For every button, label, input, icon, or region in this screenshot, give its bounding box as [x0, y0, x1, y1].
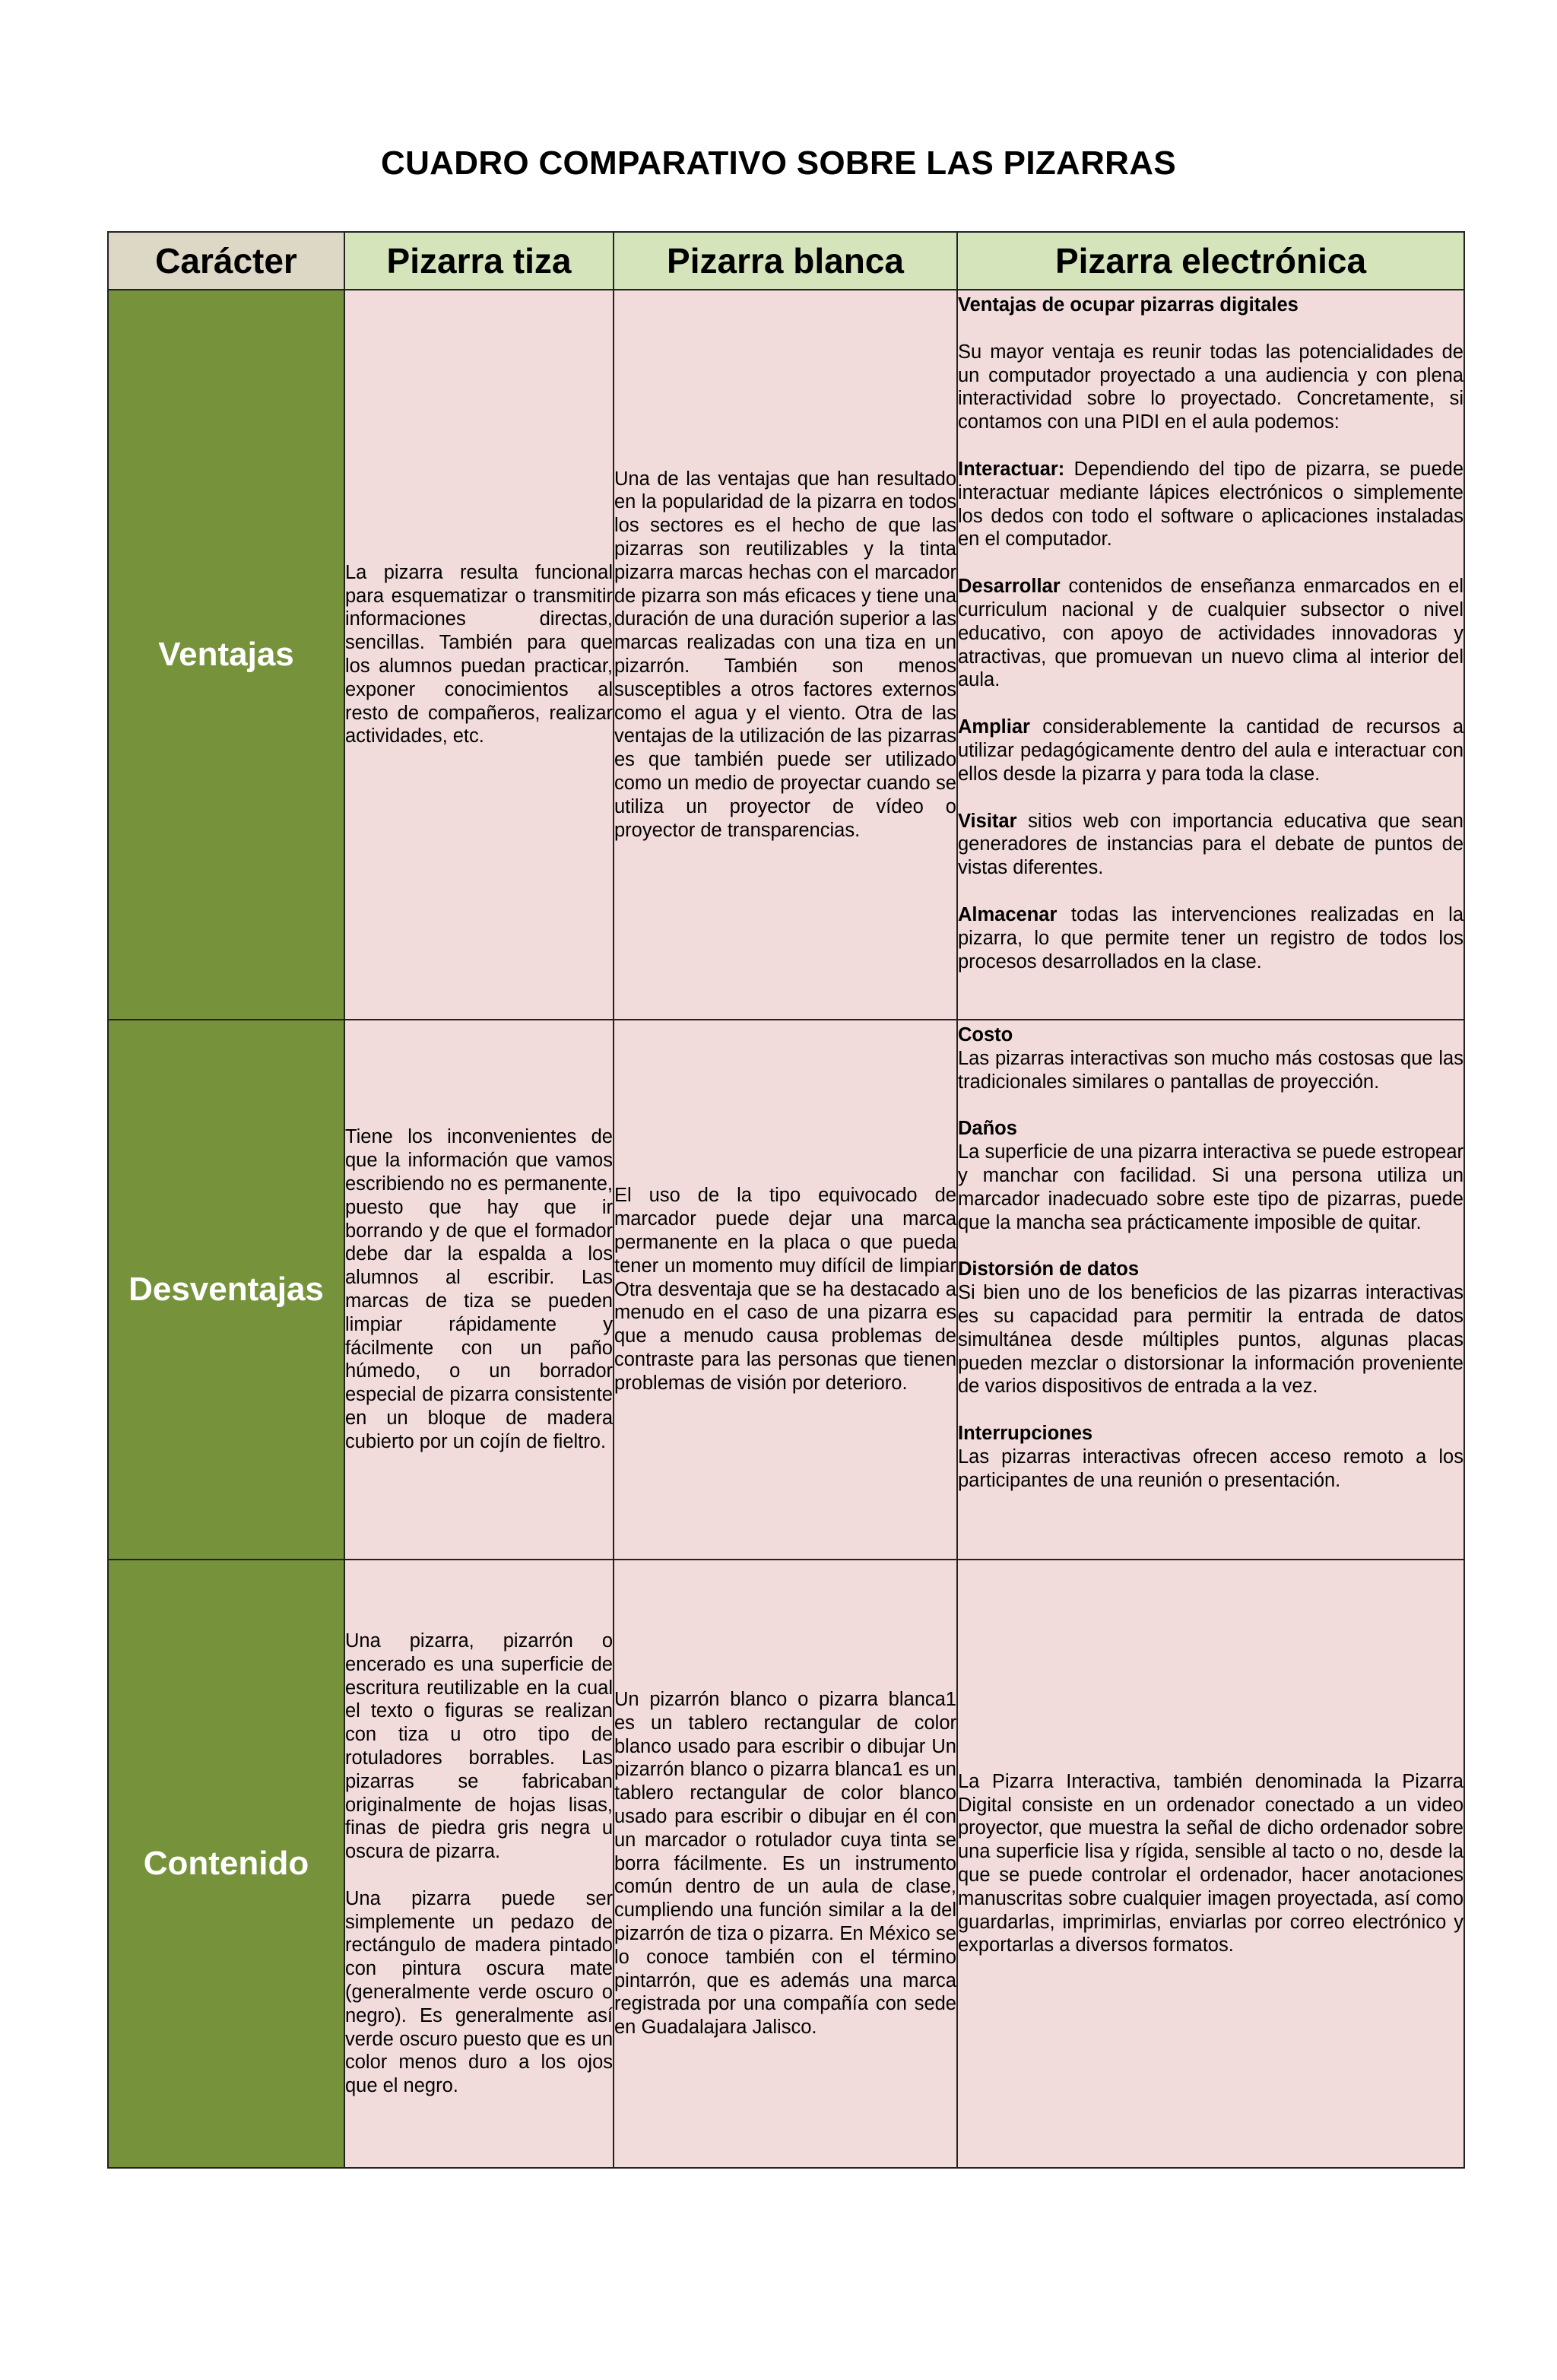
row-label-contenido: Contenido — [108, 1560, 344, 2168]
item-text: sitios web con importancia educativa que sean generadores de instancias para el debate de puntos de vistas diferentes. — [958, 810, 1463, 879]
section-heading: Daños — [958, 1118, 1017, 1140]
item-term: Almacenar — [958, 903, 1058, 925]
row-label-desventajas: Desventajas — [108, 1020, 344, 1560]
item-term: Ampliar — [958, 716, 1030, 738]
list-item — [958, 458, 1463, 551]
cell-text: Un pizarrón blanco o pizarra blanca1 es un tablero rectangular de color blanco usado para escribir o dibujar Un pizarrón blanco o pizarra blanca1 es un tablero rectangular de color blanco usado para escribir o dibujar en él con un marcador o rotulador cuya tinta se borra fácilmente. Es un instrumento común dentro de un aula de clase, cumpliendo una función similar a la del pizarrón de tiza o pizarra. En México se lo conoce también con el término pintarrón, que es además una marca registrada por una compañía con sede en Guadalajara Jalisco. — [614, 1689, 956, 2039]
cell-text: Su mayor ventaja es reunir todas las potencialidades de un computador proyectado a una audiencia y con plena interactividad sobre lo proyectado. Concretamente, si contamos con una PIDI en el aula podemos: — [958, 341, 1463, 433]
header-pizarra-blanca: Pizarra blanca — [614, 232, 957, 290]
item-term: Desarrollar — [958, 576, 1061, 598]
row-label-ventajas: Ventajas — [108, 290, 344, 1020]
section-text: Las pizarras interactivas ofrecen acceso remoto a los participantes de una reunión o presentación. — [958, 1445, 1463, 1491]
header-pizarra-electronica: Pizarra electrónica — [957, 232, 1464, 290]
cell-text: Una pizarra puede ser simplemente un pedazo de rectángulo de madera pintado con pintura oscura mate (generalmente verde oscuro o negro). Es generalmente así verde oscuro puesto que es un color menos duro a los ojos que el negro. — [345, 1887, 613, 2097]
header-pizarra-tiza: Pizarra tiza — [344, 232, 614, 290]
cell-desventajas-tiza — [344, 1020, 614, 1560]
cell-ventajas-electronica — [957, 290, 1464, 1020]
header-caracter: Carácter — [108, 232, 344, 290]
document-title: CUADRO COMPARATIVO SOBRE LAS PIZARRAS — [381, 144, 1176, 182]
table-row-ventajas — [108, 290, 1464, 1020]
cell-contenido-tiza — [344, 1560, 614, 2168]
table-row-contenido — [108, 1560, 1464, 2168]
header-row — [108, 232, 1464, 290]
list-item — [958, 810, 1463, 880]
cell-text: Una de las ventajas que han resultado en la popularidad de la pizarra en todos los sectores es el hecho de que las pizarras son reutilizables y la tinta pizarra marcas hechas con el marcador de pizarra son más eficaces y tiene una duración de una duración superior a las marcas realizadas con una tiza en un pizarrón. También son menos susceptibles a otros factores externos como el agua y el viento. Otra de las ventajas de la utilización de las pizarras es que también puede ser utilizado como un medio de proyectar cuando se utiliza un proyector de vídeo o proyector de transparencias. — [614, 468, 956, 841]
item-text: contenidos de enseñanza enmarcados en el curriculum nacional y de cualquier subsector o nivel educativo, con apoyo de actividades innovadoras y atractivas, que promuevan un nuevo clima al interior del aula. — [958, 576, 1463, 691]
cell-contenido-electronica — [957, 1560, 1464, 2168]
item-text: Dependiendo del tipo de pizarra, se puede interactuar mediante lápices electrónicos o simplemente los dedos con todo el software o aplicaciones instaladas en el computador. — [958, 458, 1463, 551]
cell-ventajas-blanca — [614, 290, 957, 1020]
cell-heading: Ventajas de ocupar pizarras digitales — [958, 294, 1299, 316]
item-text: todas las intervenciones realizadas en la pizarra, lo que permite tener un registro de todos los procesos desarrollados en la clase. — [958, 903, 1463, 973]
section-heading: Interrupciones — [958, 1423, 1093, 1445]
cell-text: Tiene los inconvenientes de que la información que vamos escribiendo no es permanente, puesto que hay que ir borrando y de que el formador debe dar la espalda a los alumnos al escribir. Las marcas de tiza se pueden limpiar rápidamente y fácilmente con un paño húmedo, o un borrador especial de pizarra consistente en un bloque de madera cubierto por un cojín de fieltro. — [345, 1126, 613, 1452]
list-item — [958, 716, 1463, 785]
item-term: Visitar — [958, 810, 1017, 832]
list-item — [958, 575, 1463, 692]
item-text: considerablemente la cantidad de recursos a utilizar pedagógicamente dentro del aula e interactuar con ellos desde la pizarra y para toda la clase. — [958, 716, 1463, 785]
cell-text: La pizarra resulta funcional para esquematizar o transmitir informaciones directas, sencillas. También para que los alumnos puedan practicar, exponer conocimientos al resto de compañeros, realizar actividades, etc. — [345, 561, 613, 747]
section-text: Las pizarras interactivas son mucho más costosas que las tradicionales similares o pantallas de proyección. — [958, 1047, 1463, 1093]
item-term: Interactuar: — [958, 458, 1065, 480]
cell-desventajas-blanca — [614, 1020, 957, 1560]
list-item — [958, 903, 1463, 973]
cell-text: Una pizarra, pizarrón o encerado es una superficie de escritura reutilizable en la cual el texto o figuras se realizan con tiza u otro tipo de rotuladores borrables. Las pizarras se fabricaban originalmente de hojas lisas, finas de piedra gris negra u oscura de pizarra. — [345, 1630, 613, 1863]
cell-desventajas-electronica — [957, 1020, 1464, 1560]
cell-text: El uso de la tipo equivocado de marcador puede dejar una marca permanente en la placa o que pueda tener un momento muy difícil de limpiar Otra desventaja que se ha destacado a menudo en el caso de una pizarra es que a menudo causa problemas de contraste para las personas que tienen problemas de visión por deterioro. — [614, 1185, 956, 1394]
section-heading: Distorsión de datos — [958, 1258, 1140, 1280]
section-heading: Costo — [958, 1024, 1013, 1046]
section-text: La superficie de una pizarra interactiva se puede estropear y manchar con facilidad. Si una persona utiliza un marcador inadecuado sobre este tipo de pizarras, puede que la mancha sea prácticamente imposible de quitar. — [958, 1141, 1463, 1233]
cell-ventajas-tiza — [344, 290, 614, 1020]
cell-contenido-blanca — [614, 1560, 957, 2168]
table-row-desventajas — [108, 1020, 1464, 1560]
section-text: Si bien uno de los beneficios de las pizarras interactivas es su capacidad para permitir la entrada de datos simultánea desde múltiples puntos, algunas placas pueden mezclar o distorsionar la información proveniente de varios dispositivos de entrada a la vez. — [958, 1282, 1463, 1398]
comparison-table — [107, 231, 1465, 2169]
cell-text: La Pizarra Interactiva, también denominada la Pizarra Digital consiste en un ordenador conectado a un video proyector, que muestra la señal de dicho ordenador sobre una superficie lisa y rígida, sensible al tacto o no, desde la que se puede controlar el ordenador, hacer anotaciones manuscritas sobre cualquier imagen proyectada, así como guardarlas, imprimirlas, enviarlas por correo electrónico y exportarlas a diversos formatos. — [958, 1770, 1463, 1956]
